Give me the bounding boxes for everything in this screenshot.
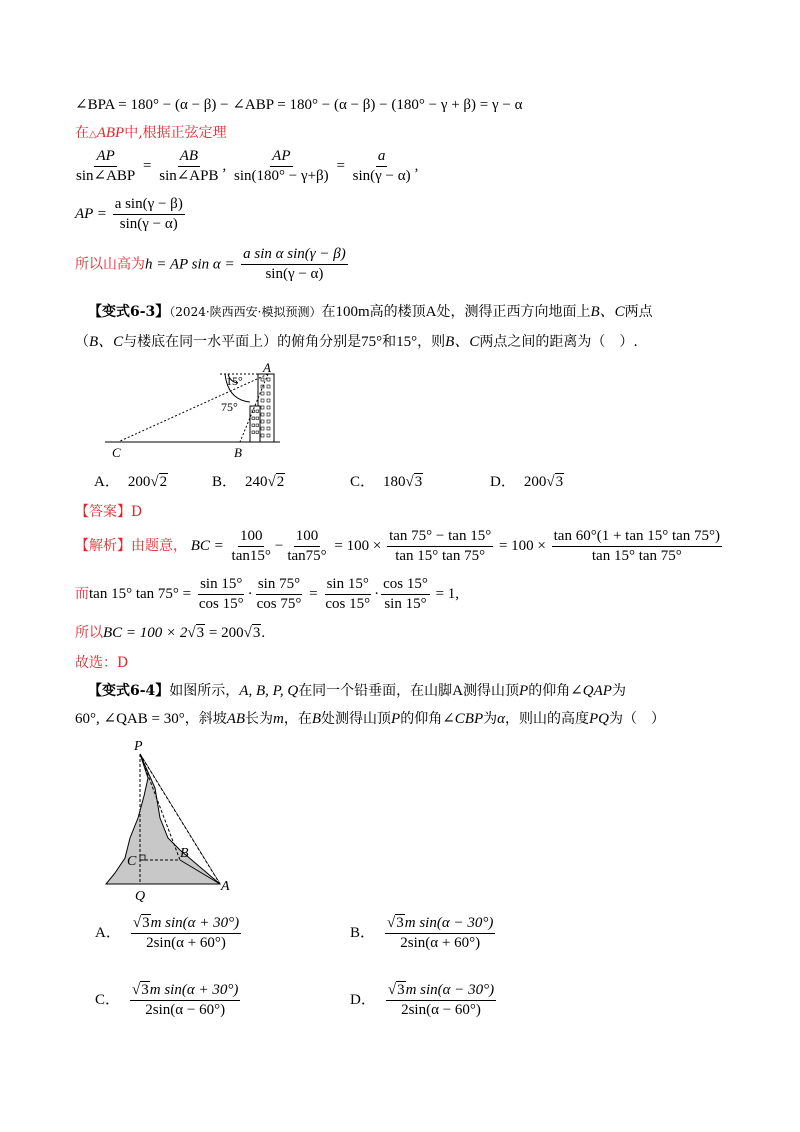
q64-seg-ab: AB (226, 711, 246, 727)
bc-lhs: BC = (190, 537, 224, 554)
frac-num: AP (94, 148, 116, 167)
so-root: 3 (252, 625, 261, 641)
so-eq: = 200 (208, 625, 244, 641)
frac-num: a sin(γ − β) (113, 196, 185, 215)
q63-option-a[interactable]: A． 200√2 (94, 474, 168, 490)
frac-num: AB (178, 148, 200, 167)
label-p: P (134, 739, 143, 754)
option-root: 3 (414, 474, 423, 490)
ap-equation (75, 196, 187, 233)
option-label: A． (95, 924, 121, 941)
q64-text: ，斜坡 (184, 711, 227, 727)
answer-value: D (131, 504, 143, 520)
label-c: C (127, 854, 137, 869)
frac-num: 100 (294, 528, 321, 547)
label-b: B (234, 445, 242, 460)
q63-figure (100, 360, 290, 460)
q64-point-a: A (452, 683, 464, 699)
height-equation (75, 246, 350, 283)
eq-one: = 1, (435, 585, 460, 602)
q63-text: 与楼底在同一水平面上）的俯角分别是 (123, 334, 362, 350)
q64-figure (100, 738, 240, 903)
frac-den: sin∠APB (159, 168, 219, 184)
q63-option-b[interactable]: B． 240√2 (212, 474, 285, 490)
q64-point-b: B (311, 711, 322, 727)
ap-lhs: AP = (75, 205, 107, 222)
choose-text: 故选：D (75, 655, 129, 671)
q63-angle15: 15° (396, 334, 418, 350)
q63-text: 在 (321, 304, 336, 320)
q63-choose (75, 652, 128, 672)
q64-text: 如图所示， (169, 683, 240, 699)
frac-num: m sin(α − 30°) (405, 982, 495, 998)
option-root: 3 (396, 915, 404, 931)
q63-text: 两点 (624, 304, 653, 320)
q64-text: 为 (611, 683, 626, 699)
q63-option-c[interactable]: C． 180√3 (350, 474, 423, 490)
q64-point-p: P (519, 683, 529, 699)
sine-rule-equation: $\frac{AP}{\text{sin∠ABP}}$ = $\frac{AB}{\text{sin∠APB}}$ , $\frac{AP}{\sin(180^\circ - \gamma+\beta)}$ = $\frac{a}{\sin(\gamma - \alpha)}$ , (76, 148, 419, 184)
eq-100x: = 100 × (334, 537, 382, 554)
option-label: C． (350, 474, 376, 490)
intro-rest: 中,根据正弦定理 (124, 125, 227, 141)
label-15: 15° (226, 374, 243, 388)
label-a: A (263, 360, 271, 375)
frac-num: sin 75° (256, 576, 302, 595)
triangle-symbol: △ (89, 129, 97, 140)
q63-text: 处，测得正西方向地面上 (436, 304, 591, 320)
frac-den: tan75° (287, 548, 327, 564)
frac-num: cos 15° (381, 576, 430, 595)
option-label: A． (94, 474, 120, 490)
so-root: 3 (196, 625, 205, 641)
option-root: 3 (142, 915, 150, 931)
eq-sign: = (309, 585, 318, 602)
option-coef: 180 (383, 474, 406, 490)
frac-num: sin 15° (198, 576, 244, 595)
q63-height: 100m (335, 304, 370, 320)
q64-text: 处测得山顶 (321, 711, 392, 727)
height-expr: h = AP sin α = (145, 256, 235, 273)
frac-den: tan15° (231, 548, 271, 564)
frac-den: tan 15° tan 75° (591, 548, 682, 564)
q64-point-p: P (391, 711, 401, 727)
option-root: 3 (141, 982, 149, 998)
q63-text: 和 (382, 334, 397, 350)
option-label: D． (490, 474, 516, 490)
frac-den: cos 75° (256, 596, 302, 612)
q64-text: 为（ ） (609, 711, 665, 727)
frac-num: tan 60°(1 + tan 15° tan 75°) (552, 528, 722, 547)
q64-text: 的仰角 (400, 711, 443, 727)
while-lhs: tan 15° tan 75° = (89, 585, 192, 602)
q63-option-d[interactable]: D． 200√3 (490, 474, 564, 490)
q63-angle75: 75° (361, 334, 383, 350)
frac-den: cos 15° (325, 596, 371, 612)
label-a: A (221, 879, 230, 894)
frac-num: a (376, 148, 388, 167)
q64-text: 的仰角 (528, 683, 571, 699)
label-c: C (112, 445, 121, 460)
q63-source: （2024·陕西西安·模拟预测） (169, 305, 322, 319)
frac-den: sin 15° (384, 596, 427, 612)
q63-points-bc: B、C (445, 334, 480, 350)
q64-option-c[interactable]: C． $\frac{\text{√3m sin(α + 30°)}}{2\sin(\alpha - 60^\circ)}$ (95, 982, 239, 1018)
frac-num: tan 75° − tan 15° (387, 528, 493, 547)
frac-num: m sin(α − 30°) (404, 915, 494, 931)
q63-answer (75, 501, 142, 521)
dot: · (374, 585, 380, 602)
triangle-abp: ABP (96, 125, 125, 141)
q64-text: 长为 (245, 711, 274, 727)
frac-num: 100 (238, 528, 265, 547)
option-root: 3 (397, 982, 405, 998)
q64-option-d[interactable]: D． $\frac{\text{√3m sin(α − 30°)}}{2\sin(\alpha - 60^\circ)}$ (350, 982, 495, 1018)
frac-num: sin 15° (325, 576, 371, 595)
q64-angles: 60°, ∠QAB = 30° (75, 711, 185, 727)
q64-m: m (273, 711, 284, 727)
q63-analysis-line3: 所以BC = 100 × 2√3 = 200√3. (75, 625, 266, 641)
so-expr: BC = 100 × 2 (103, 625, 188, 641)
so-prefix: 所以 (75, 625, 103, 641)
q63-points-bc: B、C (590, 304, 625, 320)
q64-line1 (88, 680, 626, 700)
analysis-tag: 【解析】 (75, 537, 131, 554)
frac-den: 2sin(α − 60°) (401, 1002, 481, 1018)
q64-tag: 【变式6-4】 (88, 683, 170, 699)
q63-text: 两点之间的距离为（ ）. (479, 334, 638, 350)
frac-num: AP (270, 148, 292, 167)
option-label: B． (350, 924, 376, 941)
q64-angle-cbp: ∠CBP (442, 711, 484, 727)
option-root: 3 (555, 474, 564, 490)
frac-den: 2sin(α + 60°) (400, 935, 481, 951)
q63-line2 (75, 330, 638, 351)
option-coef: 240 (245, 474, 268, 490)
q64-text: 在同一个铅垂面，在山脚 (298, 683, 453, 699)
answer-tag: 【答案】 (75, 504, 131, 520)
so-end: . (261, 625, 266, 641)
angle-bpa-formula: ∠BPA = 180° − (α − β) − ∠ABP = 180° − (α − β) − (180° − γ + β) = γ − α (75, 97, 523, 113)
q64-text: ，在 (283, 711, 312, 727)
q64-alpha: α (497, 711, 505, 727)
frac-den: 2sin(α + 60°) (146, 935, 226, 951)
q63-point-a: A (425, 304, 437, 320)
sine-rule-intro (75, 122, 227, 142)
while-prefix: 而 (75, 585, 89, 602)
frac-den: sin(180° − γ+β) (234, 168, 329, 184)
frac-den: sin∠ABP (76, 168, 136, 184)
minus-sign: − (274, 537, 284, 554)
angle-bpa-line (75, 95, 522, 114)
option-root: 2 (159, 474, 168, 490)
q63-text: （ (75, 334, 89, 350)
q63-points-bc: B、C (89, 334, 124, 350)
option-root: 2 (276, 474, 285, 490)
option-coef: 200 (127, 474, 151, 490)
analysis-lead: 由题意， (131, 537, 187, 554)
frac-den: 2sin(α − 60°) (145, 1002, 226, 1018)
option-coef: 200 (523, 474, 547, 490)
q63-line1 (88, 300, 653, 321)
q64-text: ，则山的高度 (505, 711, 589, 727)
frac-num: m sin(α + 30°) (150, 915, 240, 931)
q64-seg-pq: PQ (589, 711, 609, 727)
q63-tag: 【变式6-3】 (88, 304, 170, 320)
q63-analysis-line1 (75, 528, 724, 565)
frac-den: sin(γ − α) (265, 266, 324, 282)
frac-den: cos 15° (198, 596, 244, 612)
q64-angle-qap: ∠QAP (570, 683, 612, 699)
q64-points: A, B, P, Q (239, 683, 299, 699)
frac-num: m sin(α + 30°) (149, 982, 239, 998)
label-b: B (180, 846, 189, 861)
frac-den: tan 15° tan 75° (395, 548, 486, 564)
option-label: B． (212, 474, 238, 490)
label-q: Q (135, 889, 146, 903)
frac-den: sin(γ − α) (119, 216, 178, 232)
height-prefix: 所以山高为 (75, 256, 145, 273)
q64-option-b[interactable]: B． $\frac{\text{√3m sin(α − 30°)}}{2\sin(\alpha + 60^\circ)}$ (350, 915, 494, 951)
q64-option-a[interactable]: A． $\frac{\text{√3m sin(α + 30°)}}{2\sin(\alpha + 60^\circ)}$ (95, 915, 240, 951)
eq-100x: = 100 × (498, 537, 546, 554)
q63-analysis-line2 (75, 576, 459, 613)
q64-text: 测得山顶 (463, 683, 520, 699)
intro-prefix: 在 (75, 125, 89, 141)
q64-text: 为 (483, 711, 498, 727)
option-label: C． (95, 991, 121, 1008)
q63-text: 高的楼顶 (369, 304, 426, 320)
option-label: D． (350, 991, 376, 1008)
frac-den: sin(γ − α) (352, 168, 411, 184)
label-75: 75° (221, 400, 238, 414)
sight-to-c (118, 374, 268, 442)
dot: · (247, 585, 253, 602)
q64-line2 (75, 708, 665, 728)
frac-num: a sin α sin(γ − β) (241, 246, 348, 265)
q63-text: ，则 (417, 334, 446, 350)
